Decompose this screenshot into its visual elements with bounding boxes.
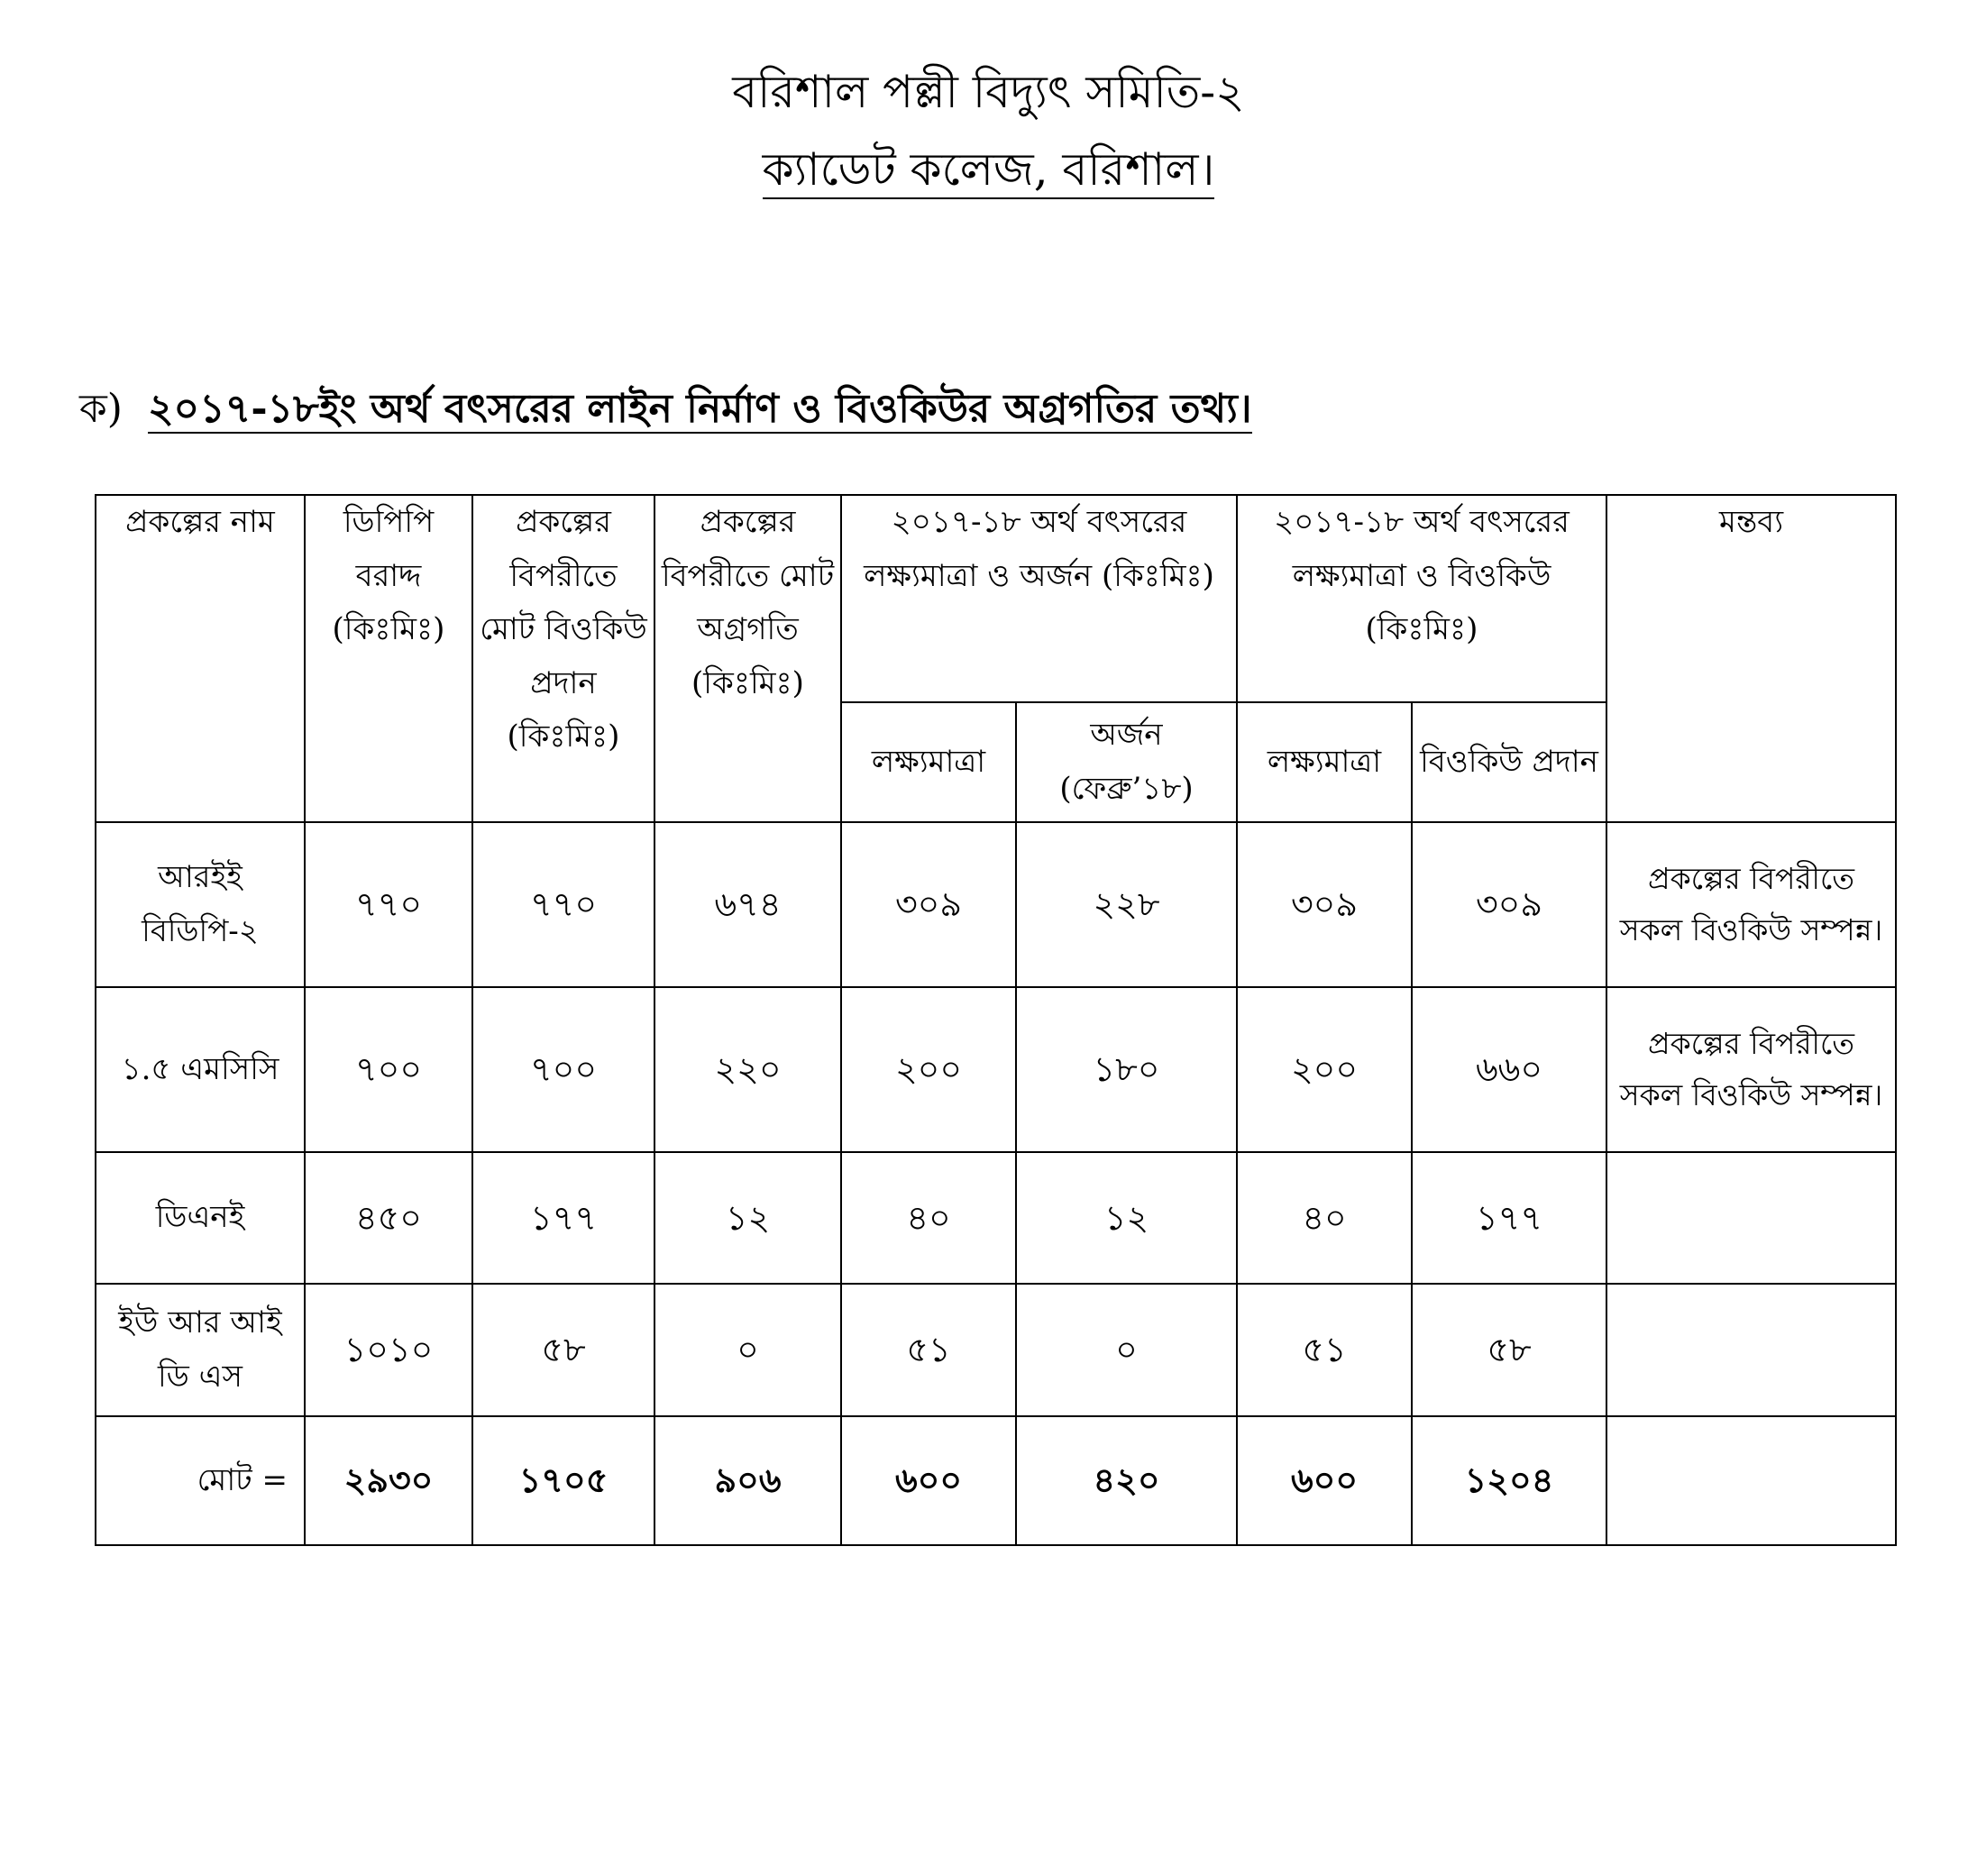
value-cell: ৭০০	[472, 987, 654, 1152]
value-cell: ৭০০	[305, 987, 472, 1152]
value-cell: ২২০	[654, 987, 841, 1152]
value-cell: ৬৬০	[1412, 987, 1606, 1152]
subheader-target: লক্ষ্যমাত্রা	[1237, 702, 1412, 822]
total-value: ১২০৪	[1412, 1416, 1606, 1545]
remark-cell: প্রকল্পের বিপরীতে সকল বিওকিউ সম্পন্ন।	[1606, 822, 1896, 987]
section-label: ক)	[79, 386, 123, 432]
value-cell: ১৭৭	[472, 1152, 654, 1284]
value-cell: ১০১০	[305, 1284, 472, 1416]
value-cell: ৫৮	[1412, 1284, 1606, 1416]
value-cell: ১৮০	[1016, 987, 1237, 1152]
value-cell: ৫১	[1237, 1284, 1412, 1416]
value-cell: ২২৮	[1016, 822, 1237, 987]
subheader-achievement: অর্জন (ফেব্রু’১৮)	[1016, 702, 1237, 822]
value-cell: ০	[654, 1284, 841, 1416]
total-value: ৯০৬	[654, 1416, 841, 1545]
value-cell: ২০০	[1237, 987, 1412, 1152]
total-value: ৬০০	[841, 1416, 1016, 1545]
header-total-progress: প্রকল্পের বিপরীতে মোট অগ্রগতি (কিঃমিঃ)	[654, 495, 841, 822]
location-text: ক্যাডেট কলেজ, বরিশাল।	[763, 143, 1215, 199]
value-cell: ৩০৯	[1237, 822, 1412, 987]
organization-title: বরিশাল পল্লী বিদ্যুৎ সমিতি-২	[732, 66, 1245, 118]
total-remark-cell	[1606, 1416, 1896, 1545]
value-cell: ৭৭০	[472, 822, 654, 987]
value-cell: ৬৭৪	[654, 822, 841, 987]
total-value: ৬০০	[1237, 1416, 1412, 1545]
value-cell: ২০০	[841, 987, 1016, 1152]
header-dpp-allocation: ডিপিপি বরাদ্দ (কিঃমিঃ)	[305, 495, 472, 822]
value-cell: ০	[1016, 1284, 1237, 1416]
project-name: ডিএনই	[96, 1152, 305, 1284]
total-row	[96, 1416, 1896, 1545]
header-total-boq: প্রকল্পের বিপরীতে মোট বিওকিউ প্রদান (কিঃমিঃ)	[472, 495, 654, 822]
total-label: মোট =	[96, 1416, 305, 1545]
value-cell: ১২	[1016, 1152, 1237, 1284]
total-value: ২৯৩০	[305, 1416, 472, 1545]
progress-table	[95, 494, 1897, 1546]
section-heading	[79, 379, 1252, 444]
subheader-target: লক্ষ্যমাত্রা	[841, 702, 1016, 822]
value-cell: ১৭৭	[1412, 1152, 1606, 1284]
project-name: আরইই বিডিপি-২	[96, 822, 305, 987]
header-remarks: মন্তব্য	[1606, 495, 1896, 822]
total-value: ১৭০৫	[472, 1416, 654, 1545]
value-cell: ৭৭০	[305, 822, 472, 987]
total-value: ৪২০	[1016, 1416, 1237, 1545]
project-name: ১.৫ এমসিসি	[96, 987, 305, 1152]
section-title: ২০১৭-১৮ইং অর্থ বৎসরের লাইন নির্মাণ ও বিওকিউর অগ্রগতির তথ্য।	[147, 386, 1252, 432]
header-row	[96, 495, 1896, 702]
value-cell: ৪০	[841, 1152, 1016, 1284]
value-cell: ৩০৯	[841, 822, 1016, 987]
value-cell: ৪৫০	[305, 1152, 472, 1284]
table-row	[96, 822, 1896, 987]
remark-cell: প্রকল্পের বিপরীতে সকল বিওকিউ সম্পন্ন।	[1606, 987, 1896, 1152]
table-row	[96, 1152, 1896, 1284]
subheader-boq: বিওকিউ প্রদান	[1412, 702, 1606, 822]
value-cell: ৫১	[841, 1284, 1016, 1416]
header-target-boq: ২০১৭-১৮ অর্থ বৎসরের লক্ষ্যমাত্রা ও বিওকিউ (কিঃমিঃ)	[1237, 495, 1606, 702]
table-row	[96, 1284, 1896, 1416]
organization-location	[0, 142, 1977, 197]
remark-cell	[1606, 1152, 1896, 1284]
remark-cell	[1606, 1284, 1896, 1416]
value-cell: ৪০	[1237, 1152, 1412, 1284]
value-cell: ১২	[654, 1152, 841, 1284]
project-name: ইউ আর আই ডি এস	[96, 1284, 305, 1416]
value-cell: ৫৮	[472, 1284, 654, 1416]
header-project-name: প্রকল্পের নাম	[96, 495, 305, 822]
table-row	[96, 987, 1896, 1152]
value-cell: ৩০৯	[1412, 822, 1606, 987]
header-target-achievement: ২০১৭-১৮ অর্থ বৎসরের লক্ষ্যমাত্রা ও অর্জন (কিঃমিঃ)	[841, 495, 1237, 702]
